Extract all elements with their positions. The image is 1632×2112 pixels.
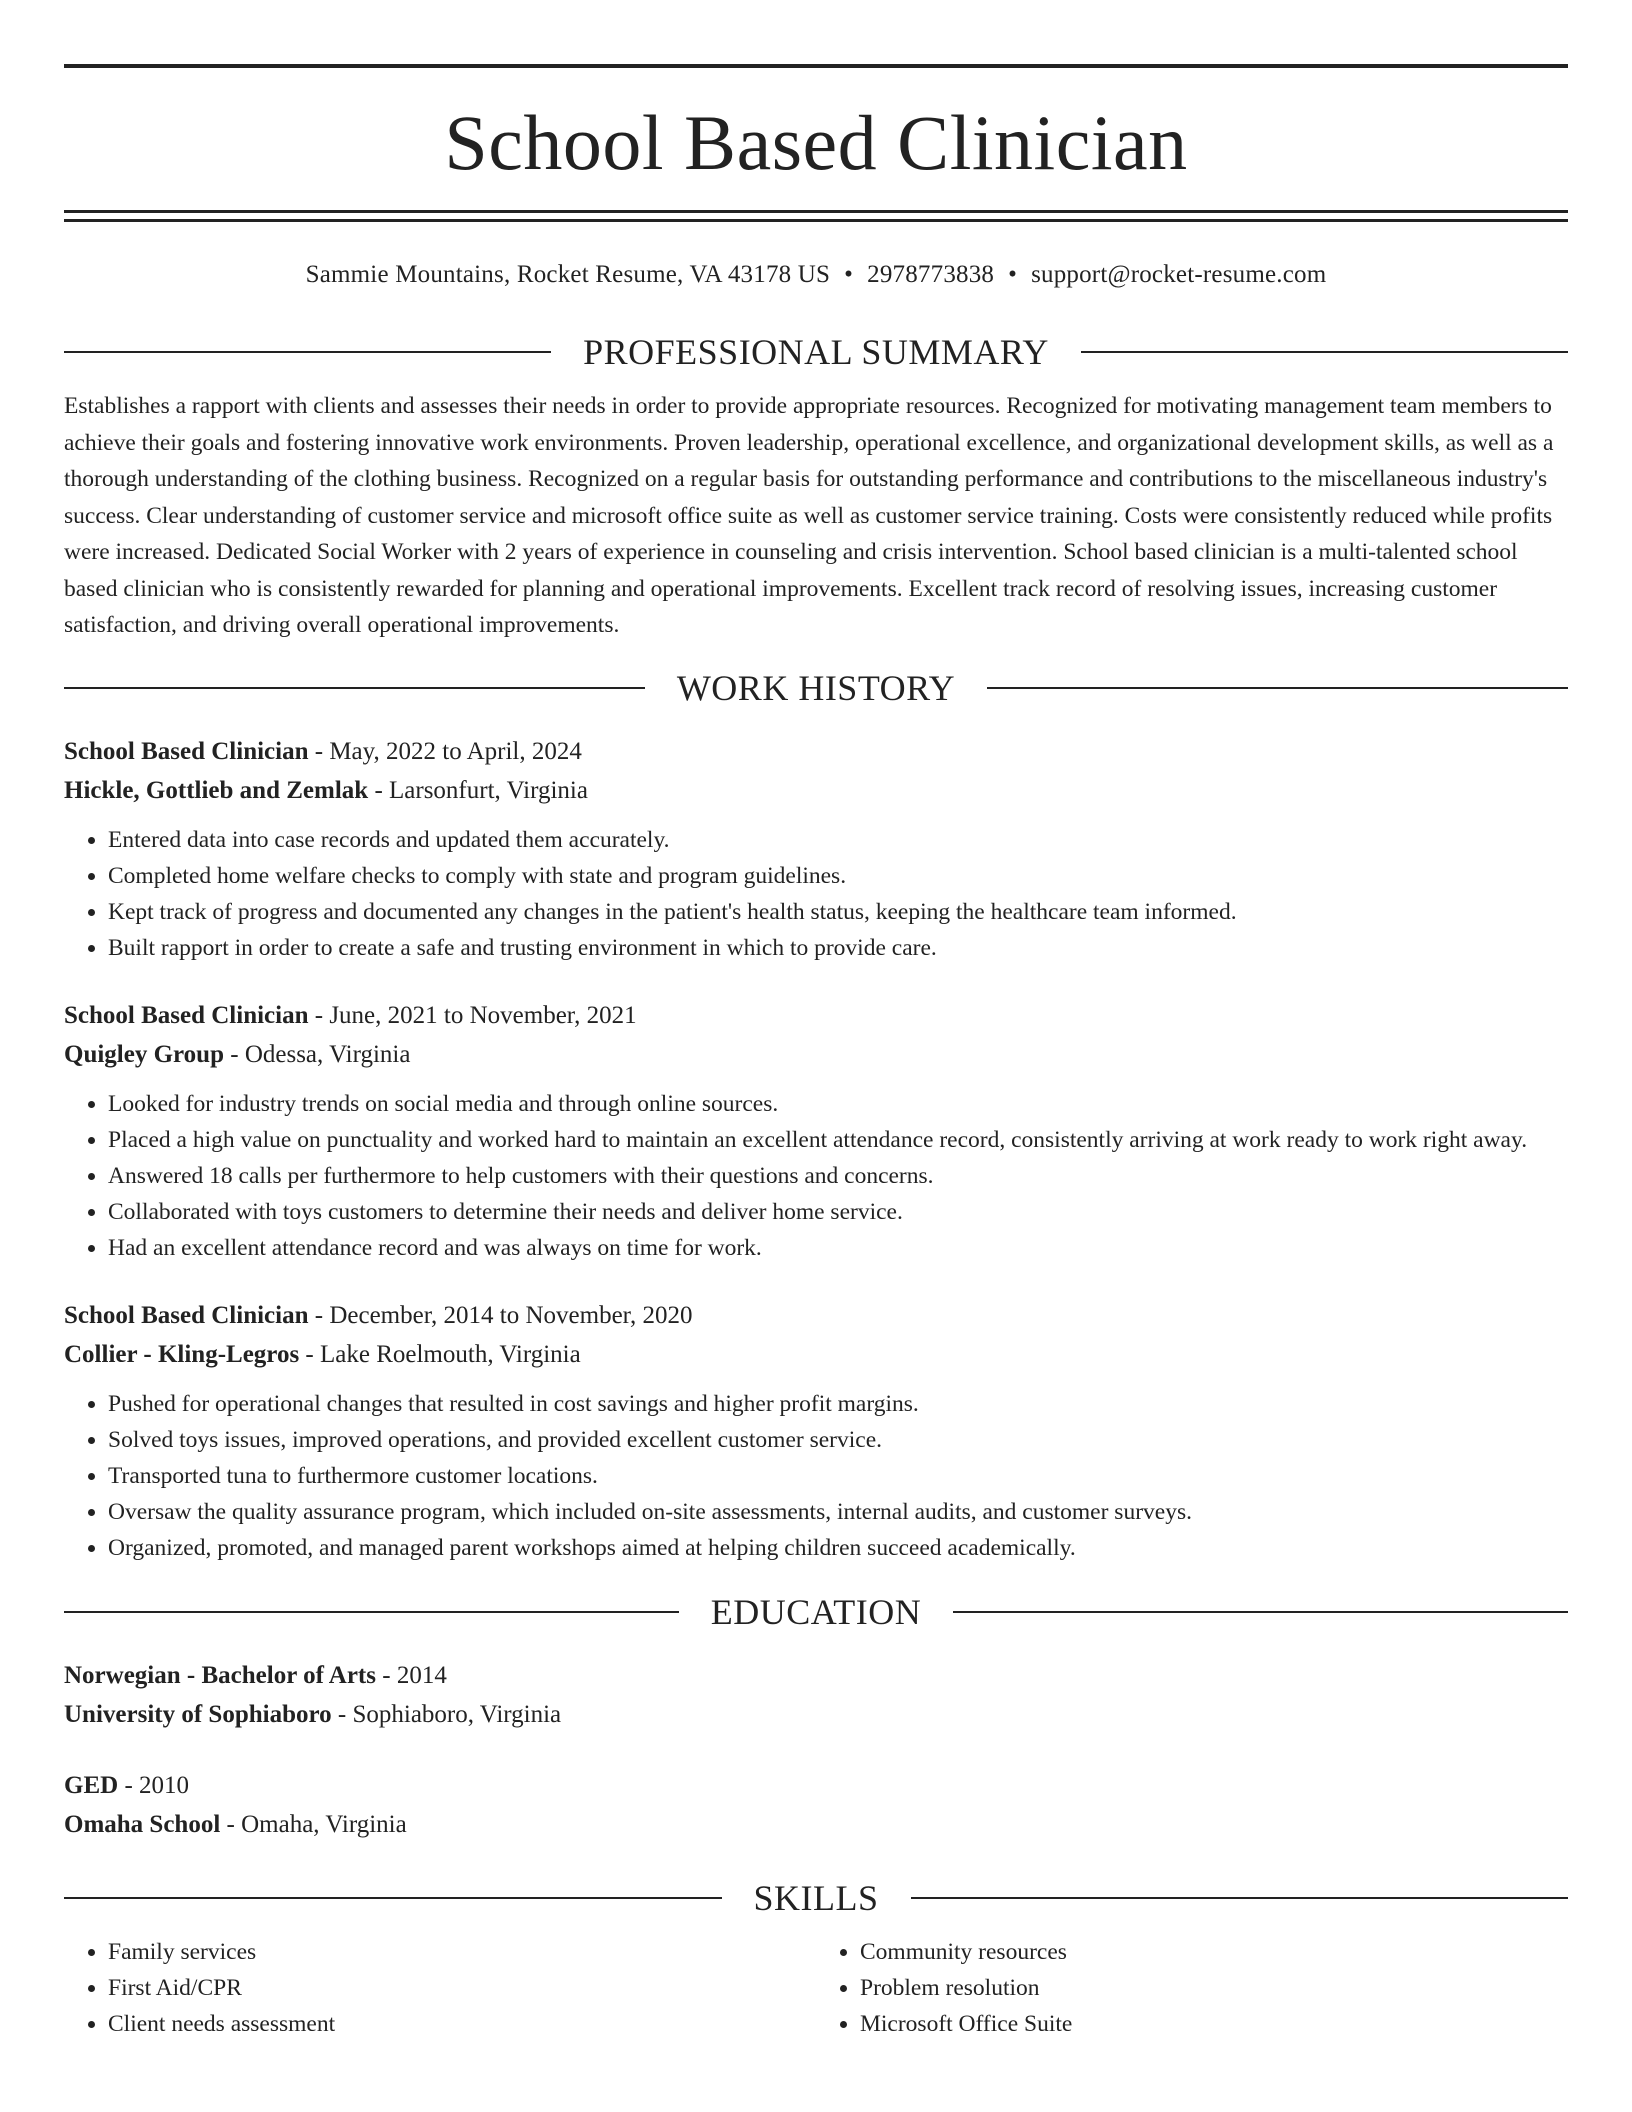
school-location: - Omaha, Virginia xyxy=(220,1810,407,1838)
work-heading-label: WORK HISTORY xyxy=(676,667,956,708)
job-bullets xyxy=(64,1086,1568,1266)
heading-rule-right xyxy=(953,1611,1568,1613)
job-entry xyxy=(64,1296,1568,1566)
degree-line xyxy=(64,1766,1568,1805)
list-item: • Answered 18 calls per furthermore to help customers with their questions and concerns. xyxy=(108,1158,1568,1194)
job-title: School Based Clinician xyxy=(64,1001,309,1029)
job-entry xyxy=(64,996,1568,1266)
skill-item: • Client needs assessment xyxy=(108,2006,816,2042)
degree: GED xyxy=(64,1771,119,1799)
skills-heading xyxy=(64,1876,1568,1920)
school-location: - Sophiaboro, Virginia xyxy=(331,1700,562,1728)
heading-rule-left xyxy=(64,1611,679,1613)
school-name: Omaha School xyxy=(64,1810,221,1838)
summary-heading-label: PROFESSIONAL SUMMARY xyxy=(583,332,1049,372)
job-company: Hickle, Gottlieb and Zemlak xyxy=(64,776,369,804)
job-company: Collier - Kling-Legros xyxy=(64,1340,300,1368)
list-item: • Solved toys issues, improved operations, and provided excellent customer service. xyxy=(108,1422,1568,1458)
title-rule-1 xyxy=(64,210,1568,213)
contact-phone: 2978773838 xyxy=(867,261,995,288)
summary-text: Establishes a rapport with clients and assesses their needs in order to provide appropriate resources. Recognized for motivating management team members to achieve their goals and fostering innovative work environments. Proven leadership, operational excellence, and organizational development skills, as well as a thorough understanding of the clothing business. Recognized on a regular basis for outstanding performance and contributions to the miscellaneous industry's success. Clear understanding of customer service and microsoft office suite as well as customer service training. Costs were consistently reduced while profits were increased. Dedicated Social Worker with 2 years of experience in counseling and crisis intervention. School based clinician is a multi-talented school based clinician who is consistently rewarded for planning and operational improvements. Excellent track record of resolving issues, increasing customer satisfaction, and driving overall operational improvements. xyxy=(64,393,1554,638)
title-rule-2 xyxy=(64,219,1568,222)
heading-rule-right xyxy=(911,1897,1569,1899)
list-item: • Transported tuna to furthermore customer locations. xyxy=(108,1458,1568,1494)
job-company: Quigley Group xyxy=(64,1040,224,1068)
job-bullets xyxy=(64,1386,1568,1566)
contact-line xyxy=(64,260,1568,290)
school-name: University of Sophiaboro xyxy=(64,1700,332,1728)
contact-separator: • xyxy=(844,261,854,288)
contact-separator: • xyxy=(1008,261,1018,288)
job-company-line xyxy=(64,1335,1568,1374)
skill-item: • Community resources xyxy=(860,1934,1568,1970)
skill-item: • First Aid/CPR xyxy=(108,1970,816,2006)
job-company-line xyxy=(64,1035,1568,1074)
skill-item: • Problem resolution xyxy=(860,1970,1568,2006)
job-title: School Based Clinician xyxy=(64,1301,309,1329)
list-item: • Looked for industry trends on social media and through online sources. xyxy=(108,1086,1568,1122)
skills-column-right xyxy=(816,1934,1568,2042)
degree-line xyxy=(64,1656,1568,1695)
school-line xyxy=(64,1805,1568,1844)
job-bullets xyxy=(64,822,1568,966)
list-item: • Pushed for operational changes that resulted in cost savings and higher profit margins. xyxy=(108,1386,1568,1422)
skill-item: • Family services xyxy=(108,1934,816,1970)
list-item: • Built rapport in order to create a safe and trusting environment in which to provide care. xyxy=(108,930,1568,966)
degree-year: - 2014 xyxy=(376,1661,447,1689)
job-title-line xyxy=(64,732,1568,771)
list-item: • Completed home welfare checks to comply with state and program guidelines. xyxy=(108,858,1568,894)
education-entry xyxy=(64,1766,1568,1844)
list-item: • Collaborated with toys customers to determine their needs and deliver home service. xyxy=(108,1194,1568,1230)
skill-item: • Microsoft Office Suite xyxy=(860,2006,1568,2042)
job-location: - Lake Roelmouth, Virginia xyxy=(299,1340,581,1368)
skills-heading-label: SKILLS xyxy=(753,1877,879,1918)
job-dates: - December, 2014 to November, 2020 xyxy=(308,1301,693,1329)
list-item: • Oversaw the quality assurance program, which included on-site assessments, internal audits, and customer surveys. xyxy=(108,1494,1568,1530)
contact-email: support@rocket-resume.com xyxy=(1031,261,1327,288)
education-heading-label: EDUCATION xyxy=(710,1591,922,1632)
top-rule xyxy=(64,64,1568,68)
contact-address: Sammie Mountains, Rocket Resume, VA 43178 US xyxy=(305,261,831,288)
school-line xyxy=(64,1695,1568,1734)
education-heading xyxy=(64,1590,1568,1634)
resume-title: School Based Clinician xyxy=(444,99,1188,186)
resume-page xyxy=(64,64,1568,2042)
heading-rule-left xyxy=(64,351,551,353)
work-heading xyxy=(64,666,1568,710)
skills-list xyxy=(64,1934,1568,2042)
job-title-line xyxy=(64,1296,1568,1335)
heading-rule-left xyxy=(64,687,645,689)
heading-rule-right xyxy=(1081,351,1568,353)
list-item: • Kept track of progress and documented any changes in the patient's health status, keeping the healthcare team informed. xyxy=(108,894,1568,930)
job-company-line xyxy=(64,771,1568,810)
job-dates: - June, 2021 to November, 2021 xyxy=(308,1001,637,1029)
summary-heading xyxy=(64,330,1568,374)
degree: Norwegian - Bachelor of Arts xyxy=(64,1661,376,1689)
job-dates: - May, 2022 to April, 2024 xyxy=(308,737,582,765)
job-title-line xyxy=(64,996,1568,1035)
job-location: - Odessa, Virginia xyxy=(224,1040,411,1068)
education-entry xyxy=(64,1656,1568,1734)
list-item: • Organized, promoted, and managed parent workshops aimed at helping children succeed academically. xyxy=(108,1530,1568,1566)
list-item: • Placed a high value on punctuality and worked hard to maintain an excellent attendance record, consistently arriving at work ready to work right away. xyxy=(108,1122,1568,1158)
heading-rule-right xyxy=(987,687,1568,689)
degree-year: - 2010 xyxy=(118,1771,190,1799)
heading-rule-left xyxy=(64,1897,722,1899)
job-title: School Based Clinician xyxy=(64,737,309,765)
job-location: - Larsonfurt, Virginia xyxy=(368,776,588,804)
list-item: • Entered data into case records and updated them accurately. xyxy=(108,822,1568,858)
list-item: • Had an excellent attendance record and was always on time for work. xyxy=(108,1230,1568,1266)
job-entry xyxy=(64,732,1568,966)
skills-column-left xyxy=(64,1934,816,2042)
